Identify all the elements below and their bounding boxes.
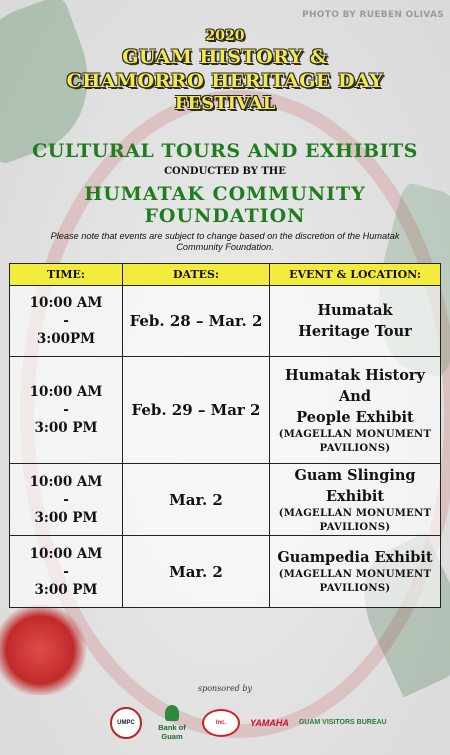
hibiscus-decoration bbox=[0, 605, 90, 695]
foundation-name: HUMATAK COMMUNITY FOUNDATION bbox=[84, 183, 366, 227]
time-end: 3:00PM bbox=[36, 331, 96, 347]
bank-of-guam-label: Bank of Guam bbox=[158, 723, 186, 741]
event-location: (MAGELLAN MONUMENT bbox=[278, 507, 432, 519]
festival-title-line1: GUAM HISTORY & bbox=[122, 46, 328, 68]
sponsor-inc-logo: Inc. bbox=[202, 709, 240, 737]
time-cell bbox=[10, 536, 123, 608]
table-header-row bbox=[10, 264, 441, 286]
tree-icon bbox=[165, 705, 179, 721]
table-row bbox=[10, 464, 441, 536]
event-cell bbox=[270, 536, 441, 608]
header-dates: DATES: bbox=[123, 264, 270, 286]
event-cell bbox=[270, 357, 441, 464]
table-row bbox=[10, 357, 441, 464]
time-start: 10:00 AM bbox=[29, 473, 103, 490]
time-dash: - bbox=[63, 563, 69, 580]
festival-title-line2: CHAMORRO HERITAGE DAY bbox=[66, 70, 384, 92]
time-end: 3:00 PM bbox=[34, 509, 98, 526]
time-start: 10:00 AM bbox=[29, 545, 103, 562]
event-location: (MAGELLAN MONUMENT bbox=[278, 569, 432, 580]
event-name-line3: People Exhibit bbox=[296, 408, 414, 426]
date-cell: Mar. 2 bbox=[123, 464, 270, 536]
time-dash: - bbox=[63, 402, 69, 418]
time-end: 3:00 PM bbox=[34, 581, 98, 598]
sponsor-logos bbox=[110, 705, 387, 741]
sponsored-by-label: sponsored by bbox=[198, 684, 252, 693]
date-cell: Mar. 2 bbox=[123, 536, 270, 608]
event-name-line2: And bbox=[339, 387, 371, 405]
table-row bbox=[10, 286, 441, 357]
event-name: Humatak History bbox=[285, 366, 425, 384]
photo-credit: PHOTO BY RUEBEN OLIVAS bbox=[302, 10, 444, 20]
section-heading: CULTURAL TOURS AND EXHIBITS bbox=[32, 140, 418, 162]
festival-title-line3: FESTIVAL bbox=[174, 93, 276, 114]
header-event-location: EVENT & LOCATION: bbox=[270, 264, 441, 286]
time-cell bbox=[10, 286, 123, 357]
header-time: TIME: bbox=[10, 264, 123, 286]
event-name: Guam Slinging Exhibit bbox=[294, 466, 416, 505]
time-cell bbox=[10, 464, 123, 536]
guam-visitors-bureau-logo: GUAM VISITORS BUREAU bbox=[298, 719, 387, 726]
schedule-table bbox=[9, 263, 441, 608]
time-cell bbox=[10, 357, 123, 464]
event-location-line2: PAVILIONS) bbox=[319, 442, 391, 454]
event-name-line2: Heritage Tour bbox=[298, 323, 412, 340]
time-end: 3:00 PM bbox=[34, 420, 98, 436]
event-name: Guampedia Exhibit bbox=[277, 549, 433, 566]
event-cell bbox=[270, 464, 441, 536]
disclaimer-note: Please note that events are subject to change based on the discretion of the Humatak Community Foundation. bbox=[50, 231, 400, 252]
umpc-logo: UMPC bbox=[110, 707, 142, 739]
time-dash: - bbox=[63, 491, 69, 508]
table-row bbox=[10, 536, 441, 608]
event-location-line2: PAVILIONS) bbox=[319, 521, 391, 533]
festival-year: 2020 bbox=[205, 28, 245, 44]
event-location-line2: PAVILIONS) bbox=[319, 583, 391, 594]
event-name: Humatak bbox=[317, 302, 393, 319]
event-location: (MAGELLAN MONUMENT bbox=[278, 428, 432, 440]
time-start: 10:00 AM bbox=[29, 295, 103, 311]
bank-of-guam-logo bbox=[152, 705, 192, 741]
date-cell: Feb. 29 – Mar 2 bbox=[123, 357, 270, 464]
time-start: 10:00 AM bbox=[29, 384, 103, 400]
yamaha-logo: YAMAHA bbox=[250, 718, 289, 728]
time-dash: - bbox=[63, 313, 69, 329]
date-cell: Feb. 28 – Mar. 2 bbox=[123, 286, 270, 357]
event-cell bbox=[270, 286, 441, 357]
conducted-by: CONDUCTED BY THE bbox=[164, 166, 286, 177]
